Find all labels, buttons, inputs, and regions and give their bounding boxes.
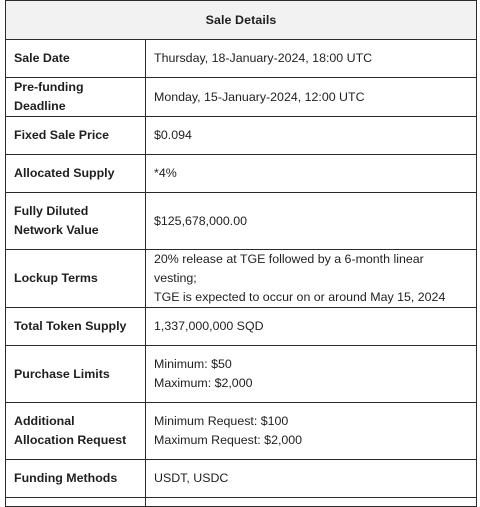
row-label-lockup-terms: Lockup Terms <box>6 250 146 308</box>
additional-max: Maximum Request: $2,000 <box>154 433 303 447</box>
row-value-fixed-sale-price: $0.094 <box>146 117 477 155</box>
table-row <box>6 117 477 155</box>
table-row-partial <box>6 498 477 507</box>
row-label-funding-methods: Funding Methods <box>6 460 146 498</box>
row-label-fixed-sale-price: Fixed Sale Price <box>6 117 146 155</box>
purchase-max: Maximum: $2,000 <box>154 376 253 390</box>
lockup-line-1: 20% release at TGE followed by a 6-month linear vesting; <box>154 252 424 285</box>
table-row <box>6 346 477 403</box>
table-row <box>6 308 477 346</box>
row-label-allocated-supply: Allocated Supply <box>6 155 146 193</box>
row-value-lockup-terms <box>146 250 477 308</box>
table-row <box>6 78 477 117</box>
table-title: Sale Details <box>6 1 477 40</box>
table-row <box>6 40 477 78</box>
row-value-fdv: $125,678,000.00 <box>146 193 477 250</box>
row-value-additional-allocation <box>146 403 477 460</box>
row-label-additional-allocation: Additional Allocation Request <box>6 403 146 460</box>
table-row <box>6 250 477 308</box>
additional-min: Minimum Request: $100 <box>154 414 289 428</box>
table-row <box>6 155 477 193</box>
row-value-funding-methods: USDT, USDC <box>146 460 477 498</box>
table-header-row <box>6 1 477 40</box>
row-label-purchase-limits: Purchase Limits <box>6 346 146 403</box>
row-value-sale-date: Thursday, 18-January-2024, 18:00 UTC <box>146 40 477 78</box>
row-label-fdv: Fully Diluted Network Value <box>6 193 146 250</box>
sale-details-table <box>5 0 477 507</box>
row-label-prefunding-deadline: Pre-funding Deadline <box>6 78 146 117</box>
table-row <box>6 460 477 498</box>
lockup-line-2: TGE is expected to occur on or around May 15, 2024 <box>154 290 446 304</box>
row-value-purchase-limits <box>146 346 477 403</box>
row-value-prefunding-deadline: Monday, 15-January-2024, 12:00 UTC <box>146 78 477 117</box>
row-label-total-token-supply: Total Token Supply <box>6 308 146 346</box>
row-value-total-token-supply: 1,337,000,000 SQD <box>146 308 477 346</box>
row-value-allocated-supply: *4% <box>146 155 477 193</box>
row-label-sale-date: Sale Date <box>6 40 146 78</box>
purchase-min: Minimum: $50 <box>154 357 232 371</box>
table-row <box>6 193 477 250</box>
table-row <box>6 403 477 460</box>
